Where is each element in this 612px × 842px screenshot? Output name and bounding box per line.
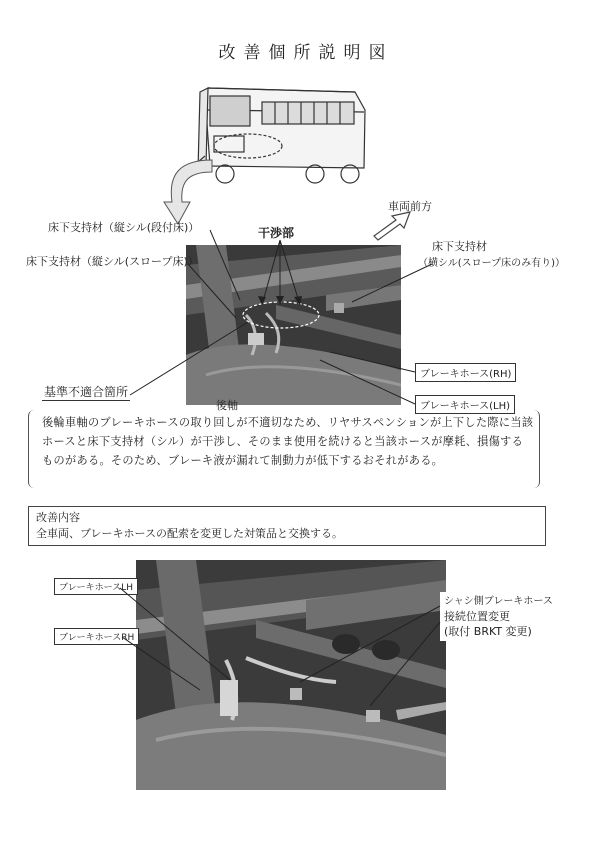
page-title: 改善個所説明図 xyxy=(218,43,394,63)
after-brake-hose-rh-label: ブレーキホースRH xyxy=(54,628,139,645)
brake-hose-rh-label: ブレーキホース(RH) xyxy=(415,363,516,382)
improvement-text: 全車両、ブレーキホースの配索を変更した対策品と交換する。 xyxy=(36,527,344,540)
before-photo xyxy=(186,245,401,405)
vehicle-front-label: 車両前方 xyxy=(388,200,432,213)
curved-arrow-icon xyxy=(150,140,230,230)
chassis-hose-line2: 接続位置変更 xyxy=(444,610,510,623)
interference-label: 干渉部 xyxy=(258,226,295,240)
chassis-hose-line1: シャシ側ブレーキホース xyxy=(444,596,553,607)
floor-support-cross-label: 床下支持材 xyxy=(432,240,487,253)
brake-hose-lh-label: ブレーキホース(LH) xyxy=(415,395,515,414)
chassis-hose-change-label xyxy=(440,592,557,641)
floor-support-slope-label: 床下支持材（縦シル(スロープ床)） xyxy=(26,255,199,268)
after-brake-hose-lh-label: ブレーキホースLH xyxy=(54,578,138,595)
nonconforming-label: 基準不適合箇所 xyxy=(44,385,129,399)
floor-support-cross-detail: （横シル(スロープ床のみ有り)） xyxy=(418,258,566,269)
improvement-heading: 改善内容 xyxy=(36,511,80,524)
rear-axle-label: 後軸 xyxy=(216,399,238,412)
description-text: 後輪車軸のブレーキホースの取り回しが不適切なため、リヤサスペンションが上下した際に当該ホースと床下支持材（シル）が干渉し、そのまま使用を続けると当該ホースが摩耗、損傷するものがある。そのため、ブレーキ液が漏れて制動力が低下するおそれがある。 xyxy=(42,416,534,467)
vehicle-front-arrow-icon xyxy=(368,208,418,242)
after-photo xyxy=(136,560,446,790)
floor-support-step-label: 床下支持材（縦シル(段付床)） xyxy=(48,221,200,234)
chassis-hose-line3: (取付 BRKT 変更) xyxy=(444,625,532,638)
